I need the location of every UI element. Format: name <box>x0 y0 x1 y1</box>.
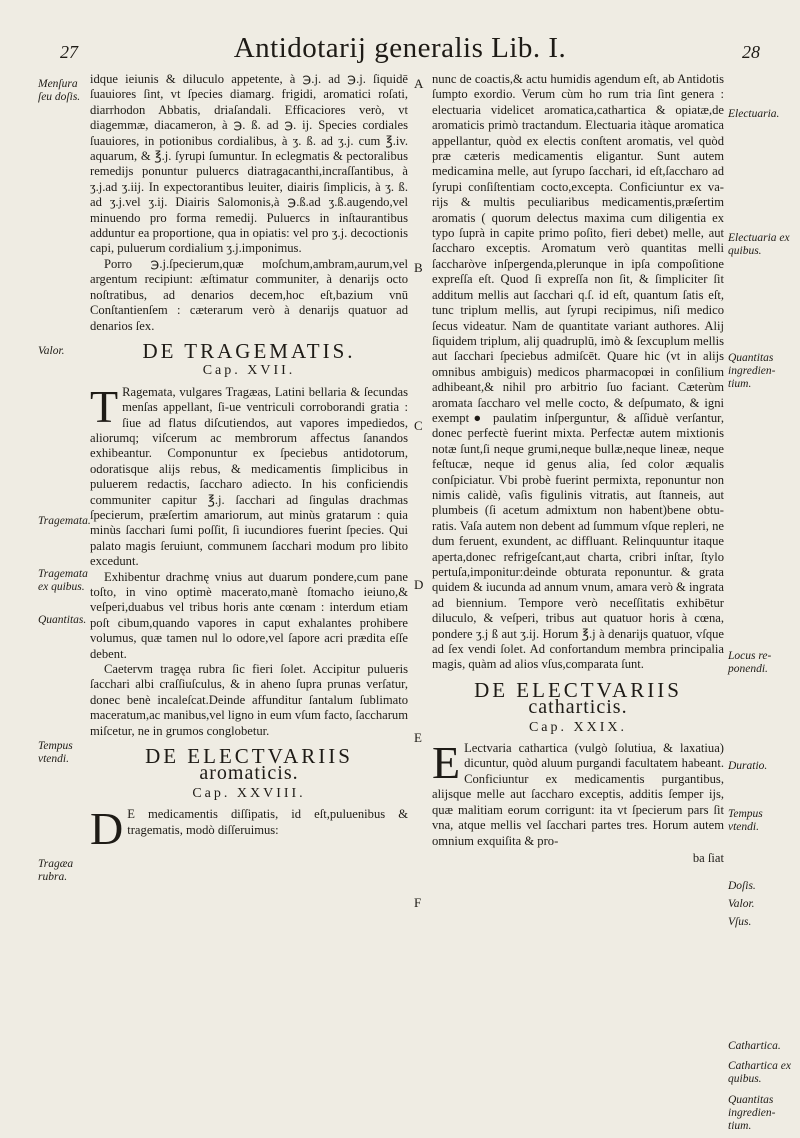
running-header <box>0 30 800 70</box>
chapter-number: Cap. XXVIII. <box>192 785 306 801</box>
page-number-right: 28 <box>742 42 760 62</box>
margin-note-electuaria: Electuaria. <box>728 108 780 120</box>
margin-note-cathartica-ex: Cathartica ex quibus. <box>728 1060 791 1085</box>
margin-note-tragemata: Tragemata. <box>38 515 91 527</box>
paragraph: Porro ℈.j.ſpecierum,quæ moſchum,ambram,aurum,vel argentum recipiunt: æſtimatur communiter, à denarijs octo noſtratibus, ad denarios decem,hoc eſt,bazium vnū Conſtantienſem : cæterarum verò à denarijs quatuor ad denarios ſex. <box>90 256 408 333</box>
section-title-tragemata: DE TRAGEMATIS. <box>142 338 356 363</box>
margin-note-tragemata-ex: Tragemata ex quibus. <box>38 568 88 593</box>
section-title-electuaria-cathartica: DE ELECTVARIIS <box>474 677 682 702</box>
drop-cap: T <box>90 380 119 432</box>
section-letter-b: B <box>414 260 423 275</box>
section-letter-e: E <box>414 730 422 745</box>
margin-note-dosis: Doſis. <box>728 880 756 892</box>
running-title: Antidotarij generalis Lib. I. <box>233 32 567 64</box>
margin-note-cathartica: Cathartica. <box>728 1040 781 1052</box>
section-title-electuaria: DE ELECTVARIIS <box>145 744 353 769</box>
paragraph: E Lectvaria cathartica (vulgò ſolutiua, & laxatiua) dicuntur, quòd aluum purgandi facultatem habeant. Conficiuntur ex medicamentis purgantibus, alijsque melle aut ſaccharo exceptis, additis ſemper ijs, quæ malitiam eorum corrigunt: ita vt ſpecierum pars ſit vna, atque mellis vel ſacchari partes tres. Horum autem omnium exquiſita & pro- <box>432 737 724 848</box>
margin-note-usus: Vſus. <box>728 916 752 928</box>
margin-note-valor: Valor. <box>38 345 65 357</box>
margin-note-quantitas: Quantitas. <box>38 614 87 626</box>
margin-note-mensura: Menſura ſeu doſis. <box>38 78 81 103</box>
page-number-left: 27 <box>60 42 78 62</box>
paragraph: D E medicamentis diſſipatis, id eſt,puluenibus & tragematis, modò diſſeruimus: <box>90 803 408 855</box>
section-subtitle: catharticis. <box>528 696 628 719</box>
left-column <box>90 72 408 855</box>
paragraph: Exhibentur drachmę vnius aut duarum pondere,cum pane toſto, in vino optimè macerato,manè ſtomacho ieiuno,& veſperi,duabus vel tribus horis ante cœnam : interdum etiam poſt cibum,quando vapores in caput exhalantes prohibere volumus, quæ tamen nul lo odore,vel ſapore acri prædita eſſe debent. <box>90 569 408 661</box>
paragraph: nunc de coactis,& actu humidis agendum eſt, ab Antidotis ſumpto exordio. Verum cùm ho rum tria ſint genera : electuaria videlicet aromatica,cathartica & opiatæ,de aromaticis primò tractandum. Electuaria itàque aromatica appellantur, quòd ex electis conſtent aromatis, vel quòd præ cæteris medicamentis eligantur. Sunt autem medicamina melle, aut ſyrupo ſacchari, id eſt,ſaccharo ad ſyrupi conſiſtentiam cocto,excepta. Conficiuntur ex va-rijs & multis peculiaribus medicamentis,præſertim aromatis ( quorum delectus maxima cum diligentia ex typo ſuprà in capite primo poſito, fieri debet) melle, aut ſaccharo exceptis. Aromatum verò quantitas melli ſaccharòve inſpergenda,plerunque in ipſa compoſitione expreſſa eſt. Quod ſi expreſſa non ſit, & ſimpliciter ſit additum mellis aut ſacchari q.ſ. id eſt, quantum ſatis eſt, tunc triplum mellis, aut ſyrupi recipimus, niſi medico ſecus videatur. Nam de quantitate variant authores. Alij ſiquidem triplum, alij quadruplū, imò & ſexcuplum mellis aut ſacchari ſpeciebus admiſcēt. Quare hic (vt in alijs omnibus ambiguis) medicos pharmacopœi in conſilium adhibeant,& nihil pro arbitrio ſuo faciant. Cæterùm aromata ſaccharo vel melle cocto, & deſpumato, & igni exempt● paulatim inſperguntur, & aſſiduè verſantur, donec perfectè fuerint mixta. Perfectæ autem mixtionis notæ ſunt,ſi neque grumi,neque bullæ,neque lineæ, neque feſtucæ, neque id genus alia, ſed color æqualis conſpiciatur. Vbi probè fuerint permixta, reponuntur non nimis calidè, vaſis figulinis vitratis, aut ſtanneis, aut plumbeis (ſi acetum admixtum non habent)bene obtu-ratis. Vaſa autem non debent ad ſummum vſque repleri, ne dum feruent, exundent, ac diffluant. Relinquuntur itaque aperta,donec refrigeſcant,aut charta, cribri inſtar, ſtylo pertuſa,imponitur:deinde obturata reponuntur. & grata quidem & iucunda ad annum vnum, amara verò & ingrata ad biennium. Tempore verò neceſſitatis exhibētur diluculo, & veſperi, tribus aut quatuor horis à cœna, pondere ʒ.j ß aut ʒ.ij. Horum ℥.j à denarijs quatuor, vſque ad ſex vendi ſolet. Ad confortandum membra principalia magis, quàm ad alios vſus,comparata ſunt. <box>432 72 724 672</box>
section-letter-a: A <box>414 76 424 91</box>
margin-note-tempus: Tempus vtendi. <box>38 740 73 765</box>
margin-note-duratio: Duratio. <box>728 760 768 772</box>
margin-note-valor: Valor. <box>728 898 755 910</box>
drop-cap: E <box>432 737 461 789</box>
chapter-number: Cap. XXIX. <box>528 719 628 735</box>
paragraph: idque ieiunis & diluculo appetente, à ℈.j. ad ℈.j. ſiquidē ſuauiores ſint, vt ſpecies diamarg. frigidi, aromatici roſati, diarrhodon Abbatis, driaſandali. Efficaciores verò, vt diagemmæ, diacameron, à ℈. ß. ad ℈. ij. Species cordiales ſuauiores, in potionibus cordialibus, à ʒ. ß. ad ʒ.j. cum ℥.iv. aquarum, & ℥.j. ſyrupi ſumuntur. In eclegmatis & pectoralibus remedijs ponuntur puluercs diatragacanthi,incraſſantibus, à ʒ.j.ad ʒ.iij. In expectorantibus leuiter, diairis ſimplicis, à ʒ. ß. ad ʒ.j.vel ʒ.ij. Diairis Salomonis,à ℈.ß.ad ʒ.ß.augendo,vel minuendo pro forma remedij. Puluercs in inſtaurantibus adduntur ea proportione, qua in opiatis: vel pro ʒ.j. decoctionis capi, puluerum cordialium ʒ.j.imponimus. <box>90 72 408 256</box>
margin-note-tempus: Tempus vtendi. <box>728 808 763 833</box>
margin-note-quantitas: Quantitas ingredien-tium. <box>728 352 776 390</box>
paragraph: Caetervm tragęa rubra ſic fieri ſolet. Accipitur pulueris ſacchari albi craſſiuſculus, & in aheno ſupra prunas verſatur, donec benè incaleſcat.Deinde affunditur ſantalum ſublimato maceratum,ac manibus,vel ligno in eum vſum facto, ſaccharum miſcetur, ne in grumos conglobetur. <box>90 662 408 738</box>
section-subtitle: aromaticis. <box>199 762 299 785</box>
drop-cap: D <box>90 803 124 855</box>
margin-note-tragaea: Tragæa rubra. <box>38 858 74 883</box>
right-column <box>432 72 724 866</box>
paragraph: T Ragemata, vulgares Tragæas, Latini bellaria & ſecundas menſas appellant, ſi-ue ventriculi corroborandi gratia : ſiue ad flatus diſcutiendos, aut vapores impediedos, aliorumq; viſcerum ac membrorum affectus ſanandos exhibeantur. Componuntur ex ſpeciebus antidotorum, odoratisque alijs rebus, & medicamentis ſimplicibus in puluerem redactis, ſaccharo adiecto. In his conficiendis communiter capitur ℥.j. ſacchari ad ſingulas drachmas ſpecierum, præſertim amariorum, aut minùs gratarum : quia minùs ſacchari ſumi poſſit, ſi iucundiores fuerint ſpecies. Qui palato magis ſeruiunt, communem ſacchari modum pro libito excedunt. <box>90 380 408 569</box>
margin-note-electuaria-ex: Electuaria ex quibus. <box>728 232 790 257</box>
margin-note-quantitas-2: Quantitas ingredien-tium. <box>728 1094 776 1132</box>
margin-note-locus: Locus re-ponendi. <box>728 650 772 675</box>
catchword: ba ſiat <box>692 850 724 865</box>
section-letter-d: D <box>414 577 424 592</box>
chapter-number: Cap. XVII. <box>202 363 296 379</box>
section-letter-c: C <box>414 418 423 433</box>
section-letter-f: F <box>414 895 422 910</box>
